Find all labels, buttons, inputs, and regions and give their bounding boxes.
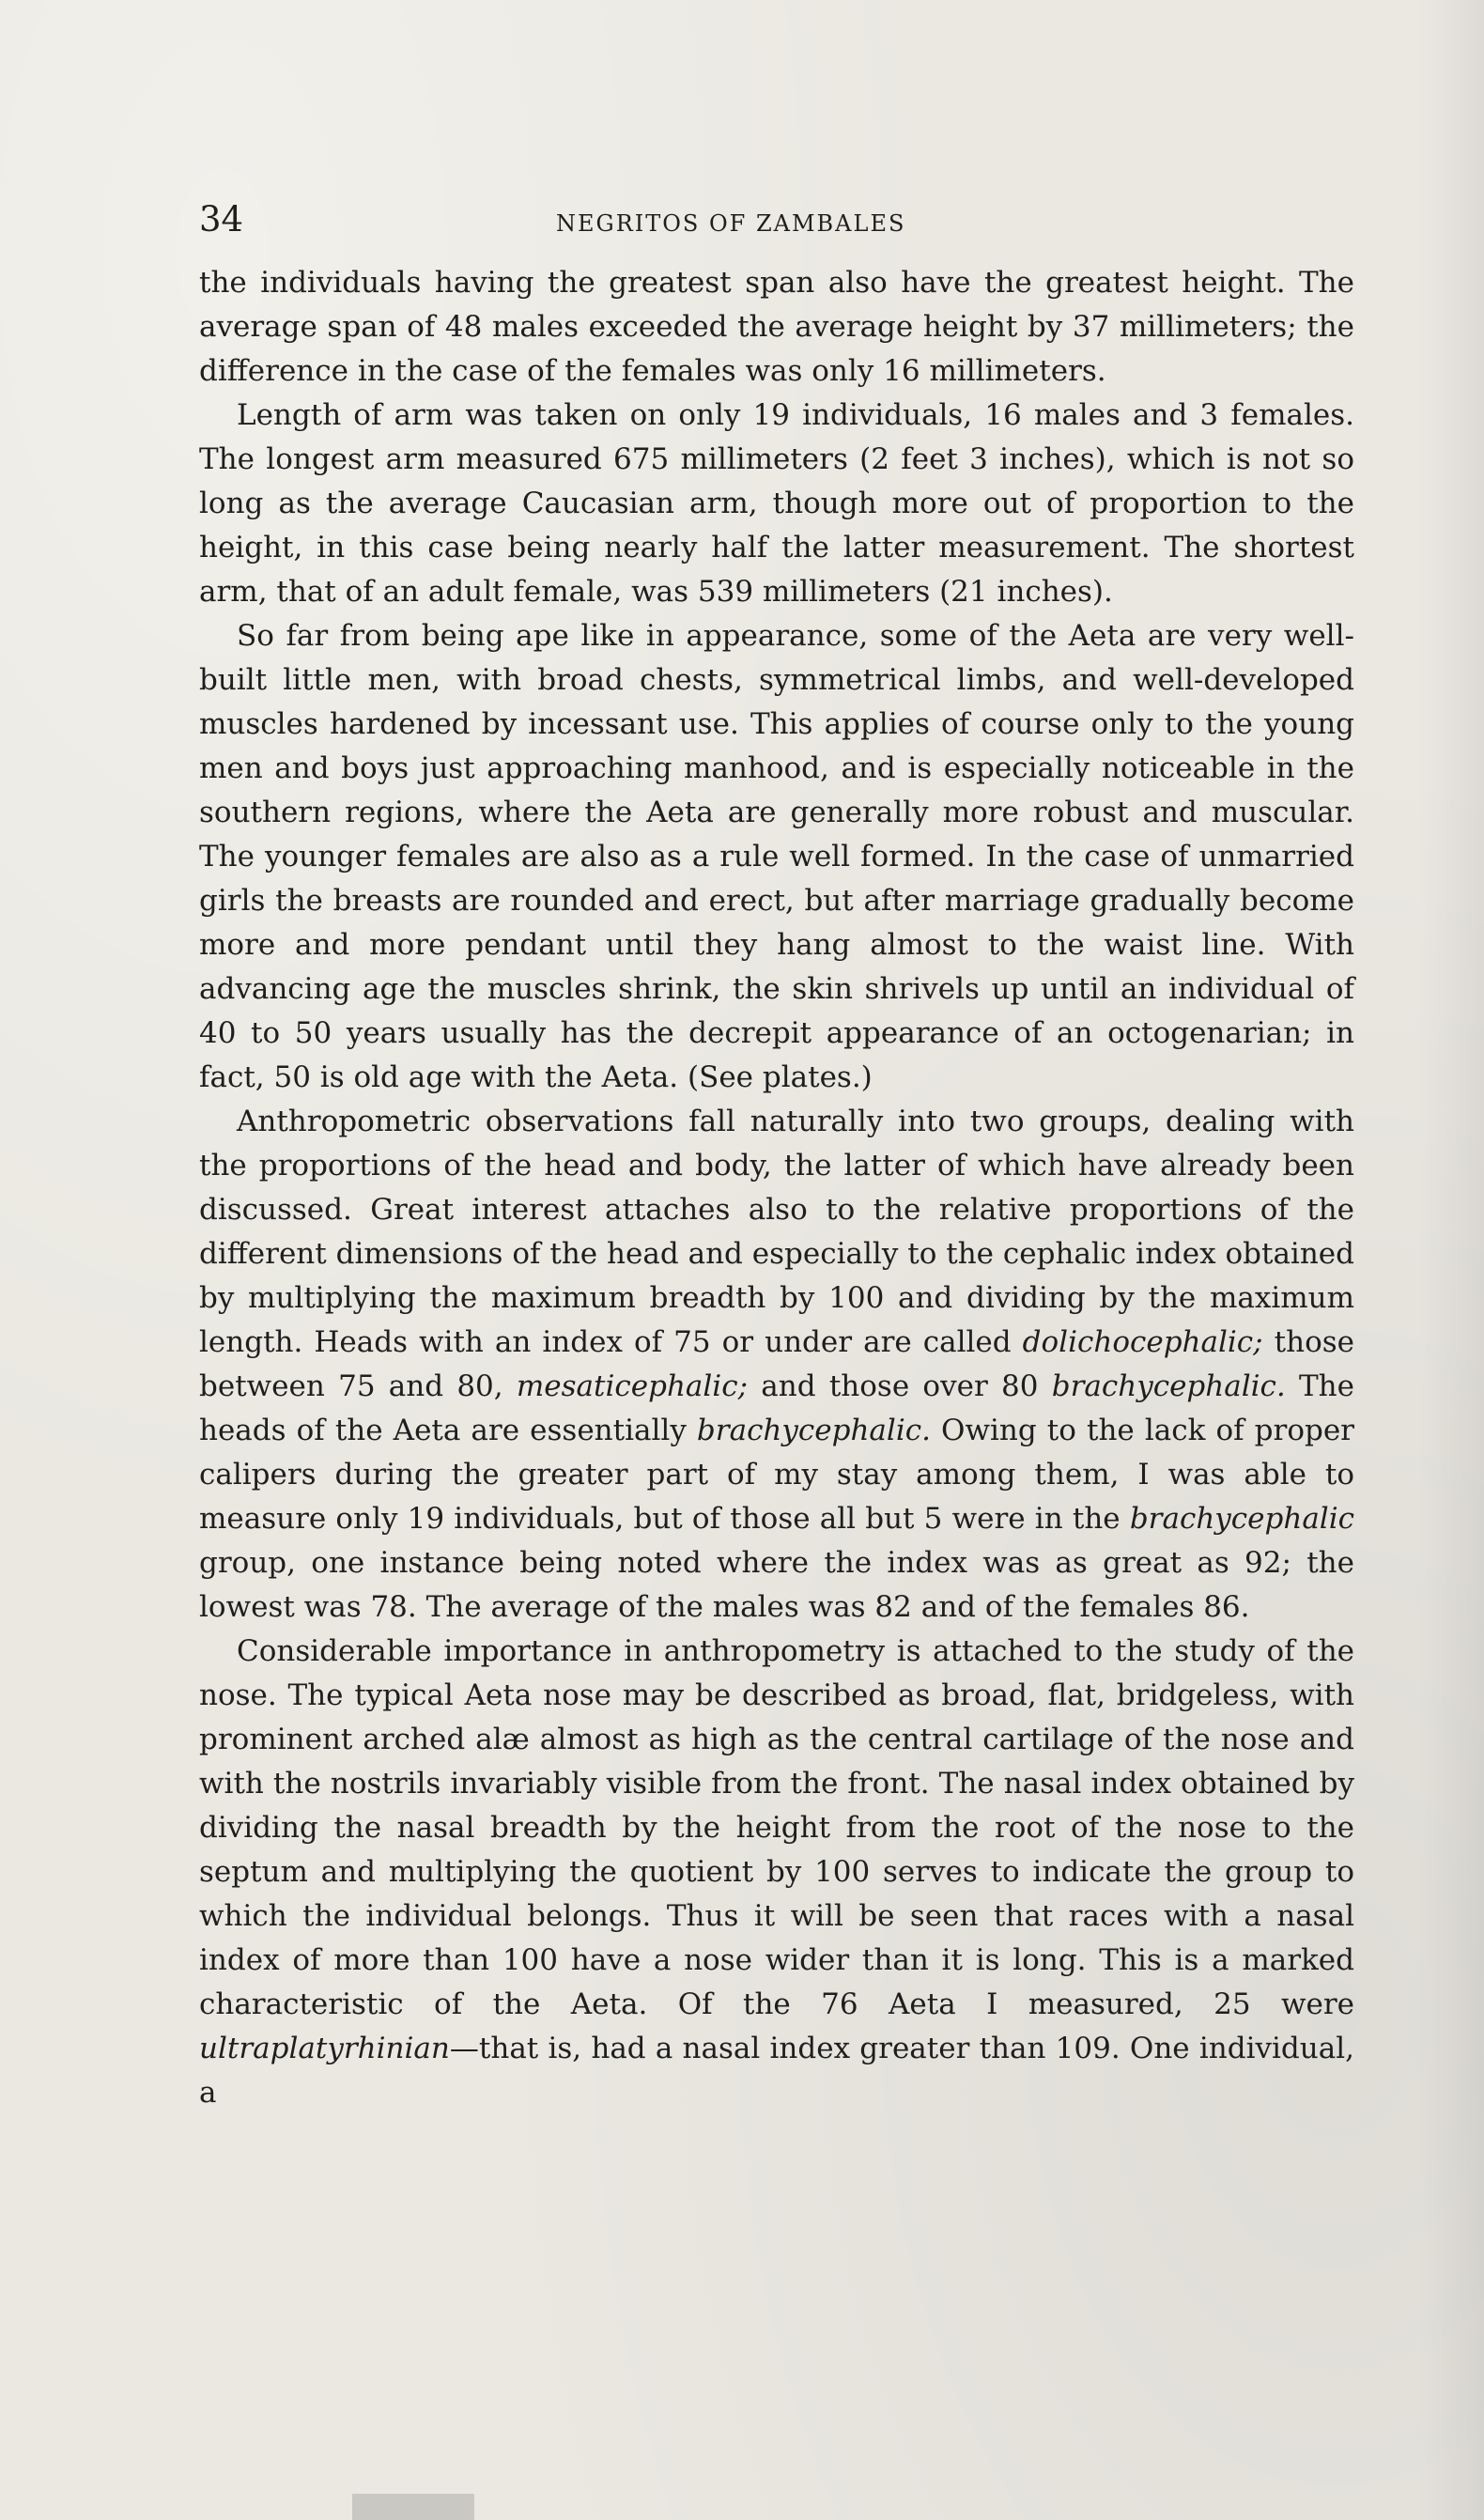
text-run: So far from being ape like in appearance, some of the Aeta are very well-built little men, with broad chests, symmetrical limbs, and well-developed muscles hardened by incessant use. This applies of course only to the young men and boys just approaching manhood, and is especially noticeable in the southern regions, where the Aeta are generally more robust and muscular. The younger females are also as a rule well formed. In the case of unmarried girls the breasts are rounded and erect, but after marriage gradually become more and more pendant until they hang almost to the waist line. With advancing age the muscles shrink, the skin shrivels up until an individual of 40 to 50 years usually has the decrepit appearance of an octogenarian; in fact, 50 is old age with the Aeta. (See plates.) (199, 619, 1354, 1094)
running-title: NEGRITOS OF ZAMBALES (556, 210, 906, 237)
italic-term: brachycephalic. (696, 1414, 931, 1447)
text-run: and those over 80 (748, 1369, 1052, 1403)
scan-smudge (352, 2494, 474, 2520)
italic-term: brachycephalic (1129, 1502, 1354, 1536)
italic-term: mesaticephalic; (516, 1369, 749, 1403)
text-run: those between 75 and 80, (199, 1325, 1354, 1403)
text-run: Length of arm was taken on only 19 individuals, 16 males and 3 females. The longest arm measured 675 millimeters (2 feet 3 inches), which is not so long as the average Caucasian arm, though more out of proportion to the height, in this case being nearly half the latter measurement. The shortest arm, that of an adult female, was 539 millimeters (21 inches). (199, 398, 1354, 609)
italic-term: brachycephalic. (1051, 1369, 1286, 1403)
page-header (199, 197, 1354, 254)
italic-term: ultraplatyrhinian (199, 2032, 450, 2065)
text-run: Owing to the lack of proper calipers during the greater part of my stay among them, I was able to measure only 19 individuals, but of those all but 5 were in the (199, 1414, 1354, 1536)
page-edge-shadow (1418, 0, 1484, 2520)
paragraph (199, 394, 1354, 614)
text-run: group, one instance being noted where the index was as great as 92; the lowest was 78. The average of the males was 82 and of the females 86. (199, 1546, 1354, 1624)
text-run: —that is, had a nasal index greater than 109. One individual, a (199, 2032, 1354, 2110)
text-run: Anthropometric observations fall naturally into two groups, dealing with the proportions of the head and body, the latter of which have already been discussed. Great interest attaches also to the relative proportions of the different dimensions of the head and especially to the cephalic index obtained by multiplying the maximum breadth by 100 and dividing by the maximum length. Heads with an index of 75 or under are called (199, 1105, 1354, 1359)
text-run: The heads of the Aeta are essentially (199, 1369, 1354, 1447)
text-run: Considerable importance in anthropometry is attached to the study of the nose. The typical Aeta nose may be described as broad, flat, bridgeless, with prominent arched alæ almost as high as the central cartilage of the nose and with the nostrils invariably visible from the front. The nasal index obtained by dividing the nasal breadth by the height from the root of the nose to the septum and multiplying the quotient by 100 serves to indicate the group to which the individual belongs. Thus it will be seen that races with a nasal index of more than 100 have a nose wider than it is long. This is a marked characteristic of the Aeta. Of the 76 Aeta I measured, 25 were (199, 1634, 1354, 2021)
page-text (199, 197, 1354, 2115)
page-number: 34 (199, 199, 244, 240)
paragraph (199, 1100, 1354, 1630)
italic-term: dolichocephalic; (1022, 1325, 1263, 1359)
paragraph (199, 614, 1354, 1100)
text-run: the individuals having the greatest span also have the greatest height. The average span of 48 males exceeded the average height by 37 millimeters; the difference in the case of the females was only 16 millimeters. (199, 266, 1354, 388)
paragraph (199, 261, 1354, 394)
paragraph (199, 1630, 1354, 2115)
